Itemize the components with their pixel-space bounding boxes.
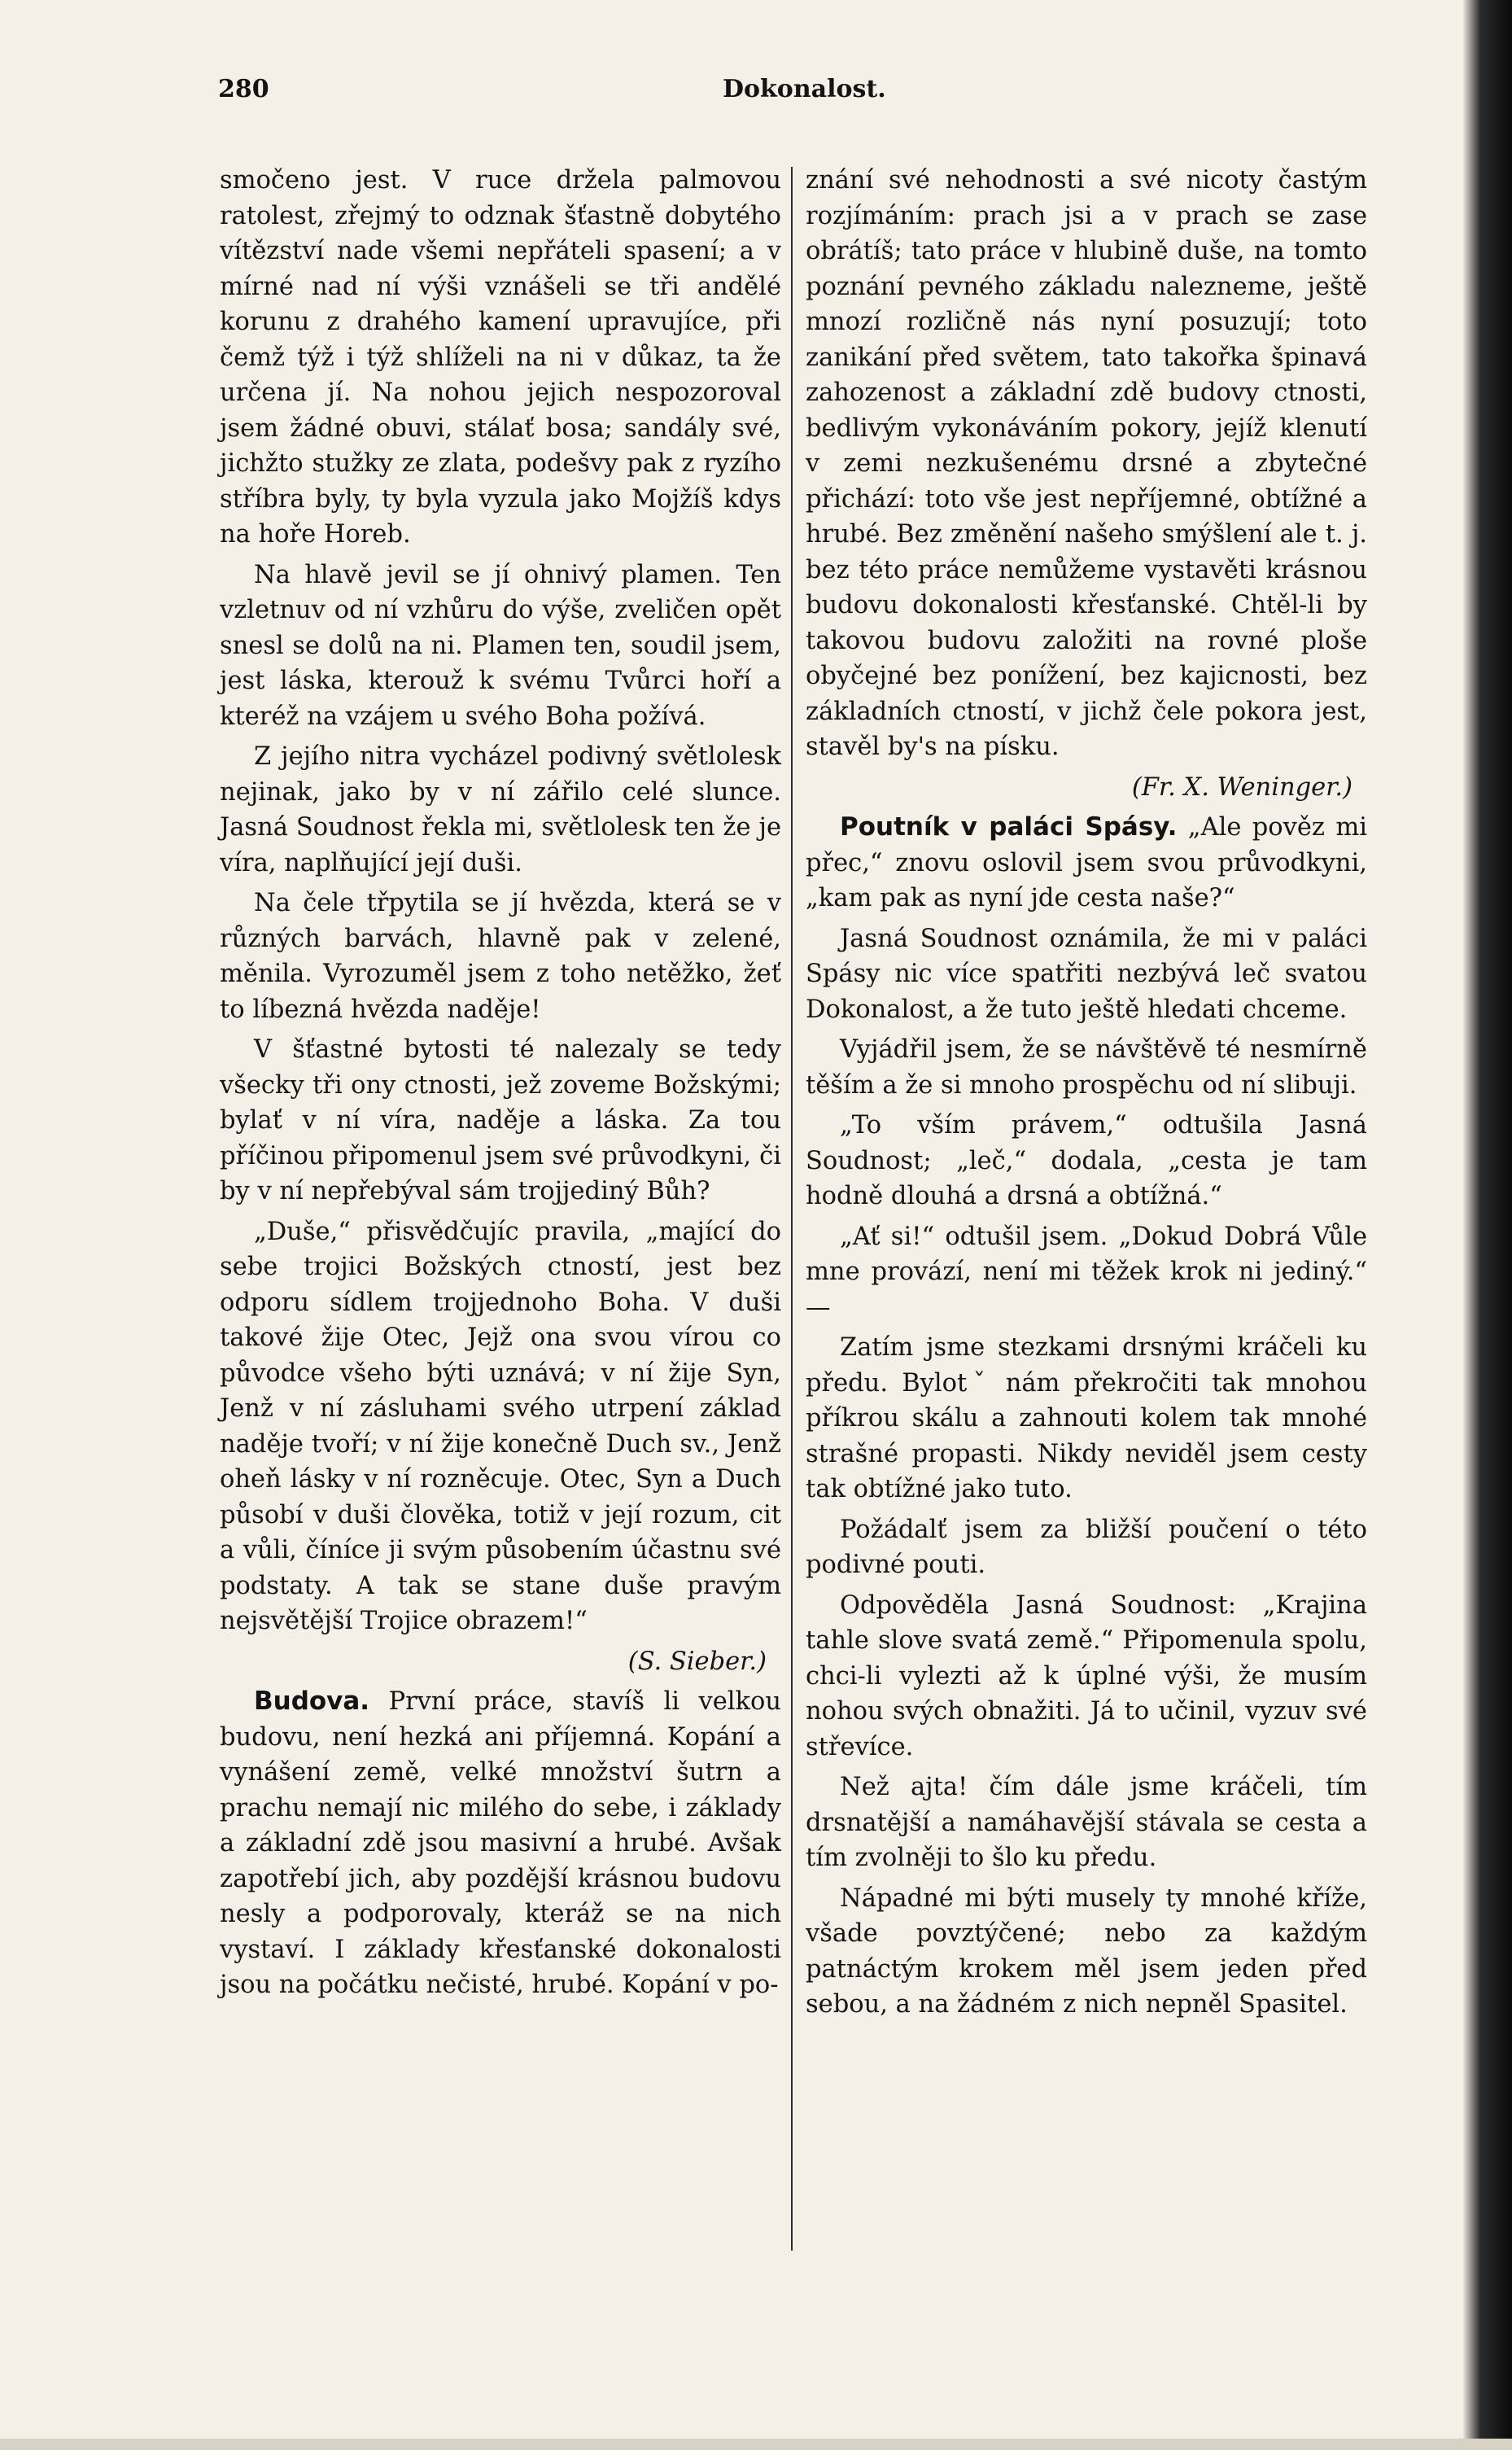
paragraph: V šťastné bytosti té nalezaly se tedy všecky tři ony ctnosti, jež zoveme Božskými; bylať v ní víra, naděje a láska. Za tou příčinou připomenul jsem své průvodkyni, či by v ní nepřebýval sám trojjediný Bůh? [220,1035,781,1205]
page-header [218,75,1333,116]
paragraph: Jasná Soudnost oznámila, že mi v paláci Spásy nic více spatřiti nezbývá leč svatou Dokonalost, a že tuto ještě hledati chceme. [806,924,1367,1024]
paragraph: Na hlavě jevil se jí ohnivý plamen. Ten vzletnuv od ní vzhůru do výše, zveličen opět snesl se dolů na ni. Plamen ten, soudil jsem, jest láska, kterouž k svému Tvůrci hoří a kteréž na vzájem u svého Boha požívá. [220,560,781,731]
paragraph: Zatím jsme stezkami drsnými kráčeli ku předu. Bylotˇ nám překročiti tak mnohou příkrou skálu a zahnouti kolem tak mnohé strašné propasti. Nikdy neviděl jsem cesty tak obtížné jako tuto. [806,1333,1367,1503]
left-column [220,163,781,2377]
section-paragraph [220,1684,781,2003]
page-number: 280 [218,75,269,103]
paragraph: Odpověděla Jasná Soudnost: „Krajina tahle slove svatá země.“ Připomenula spolu, chci-li vylezti až k úplné výši, že musím nohou svých obnažiti. Já to učinil, vyzuv své střevíce. [806,1590,1367,1761]
section-heading: Budova. [254,1687,370,1716]
right-column [806,163,1367,2377]
paragraph: Na čele třpytila se jí hvězda, která se v různých barvách, hlavně pak v zelené, měnila. Vyrozuměl jsem z toho netěžko, žeť to líbezná hvězda naděje! [220,889,781,1024]
paragraph-text: První práce, stavíš li velkou budovu, není hezká ani příjemná. Kopání a vynášení země, velké množství šutrn a prachu nemají nic milého do sebe, i základy a základní zdě jsou masivní a hrubé. Avšak zapotřebí jich, aby pozdější krásnou budovu nesly a podporovaly, kteráž se na nich vystaví. I základy křesťanské dokonalosti jsou na počátku nečisté, hrubé. Kopání v po- [220,1687,781,1999]
scan-edge-bottom [0,2439,1512,2450]
paragraph: Než ajta! čím dále jsme kráčeli, tím drsnatější a namáhavější stávala se cesta a tím zvolněji to šlo ku předu. [806,1773,1367,1872]
paragraph: „Ať si!“ odtušil jsem. „Dokud Dobrá Vůle mne provází, není mi těžek krok ni jediný.“ — [806,1222,1367,1322]
paragraph: Vyjádřil jsem, že se návštěvě té nesmírně těším a že si mnoho prospěchu od ní slibuji. [806,1035,1367,1100]
citation: (Fr. X. Weninger.) [1131,772,1352,802]
scan-edge-right [1463,0,1512,2450]
section-heading: Poutník v paláci Spásy. [840,812,1178,842]
paragraph-text: „Ale pověz mi přec,“ znovu oslovil jsem svou průvodkyni, „kam pak as nyní jde cesta naše?“ [806,813,1367,912]
running-title: Dokonalost. [723,75,886,103]
paragraph: smočeno jest. V ruce držela palmovou ratolest, zřejmý to odznak šťastně dobytého vítězství nade všemi nepřáteli spasení; a v mírné nad ní výši vznášeli se tři andělé korunu z drahého kamení upravujíce, při čemž týž i týž shlíželi na ni v důkaz, ta že určena jí. Na nohou jejich nespozoroval jsem žádné obuvi, stálať bosa; sandály své, jichžto stužky ze zlata, podešvy pak z ryzího stříbra byly, ty byla vyzula jako Mojžíš kdys na hoře Horeb. [220,166,781,549]
column-divider [791,167,793,2251]
section-paragraph [806,810,1367,917]
paragraph: Z jejího nitra vycházel podivný světlolesk nejinak, jako by v ní zářilo celé slunce. Jasná Soudnost řekla mi, světlolesk ten že je víra, naplňující její duši. [220,742,781,877]
citation: (S. Sieber.) [627,1647,767,1676]
paragraph: „Duše,“ přisvědčujíc pravila, „mající do sebe trojici Božských ctností, jest bez odporu sídlem trojjednoho Boha. V duši takové žije Otec, Jejž ona svou vírou co původce všeho býti uznává; v ní žije Syn, Jenž v ní zásluhami svého utrpení základ naděje tvoří; v ní žije konečně Duch sv., Jenž oheň lásky v ní rozněcuje. Otec, Syn a Duch působí v duši člověka, totiž v její rozum, cit a vůli, číníce ji svým působením účastnu své podstaty. A tak se stane duše pravým nejsvětější Trojice obrazem!“ [220,1217,781,1635]
paragraph: Požádalť jsem za bližší poučení o této podivné pouti. [806,1515,1367,1579]
paragraph: Nápadné mi býti musely ty mnohé kříže, všade povztýčené; nebo za každým patnáctým krokem měl jsem jeden před sebou, a na žádném z nich nepněl Spasitel. [806,1883,1367,2019]
paragraph: „To vším právem,“ odtušila Jasná Soudnost; „leč,“ dodala, „cesta je tam hodně dlouhá a drsná a obtížná.“ [806,1111,1367,1210]
paragraph: znání své nehodnosti a své nicoty častým rozjímáním: prach jsi a v prach se zase obrátíš; tato práce v hlubině duše, na tomto poznání pevného základu nalezneme, ještě mnozí rozličně nás nyní posuzují; toto zanikání před světem, tato takořka špinavá zahozenost a základní zdě budovy ctnosti, bedlivým vykonáváním pokory, jejíž klenutí v zemi nezkušenému drsné a zbytečné přichází: toto vše jest nepříjemné, obtížné a hrubé. Bez změnění našeho smýšlení ale t. j. bez této práce nemůžeme vystavěti krásnou budovu dokonalosti křesťanské. Chtěl-li by takovou budovu založiti na rovné ploše obyčejné bez ponížení, bez kajicnosti, bez základních ctností, v jichž čele pokora jest, stavěl by's na písku. [806,166,1367,761]
